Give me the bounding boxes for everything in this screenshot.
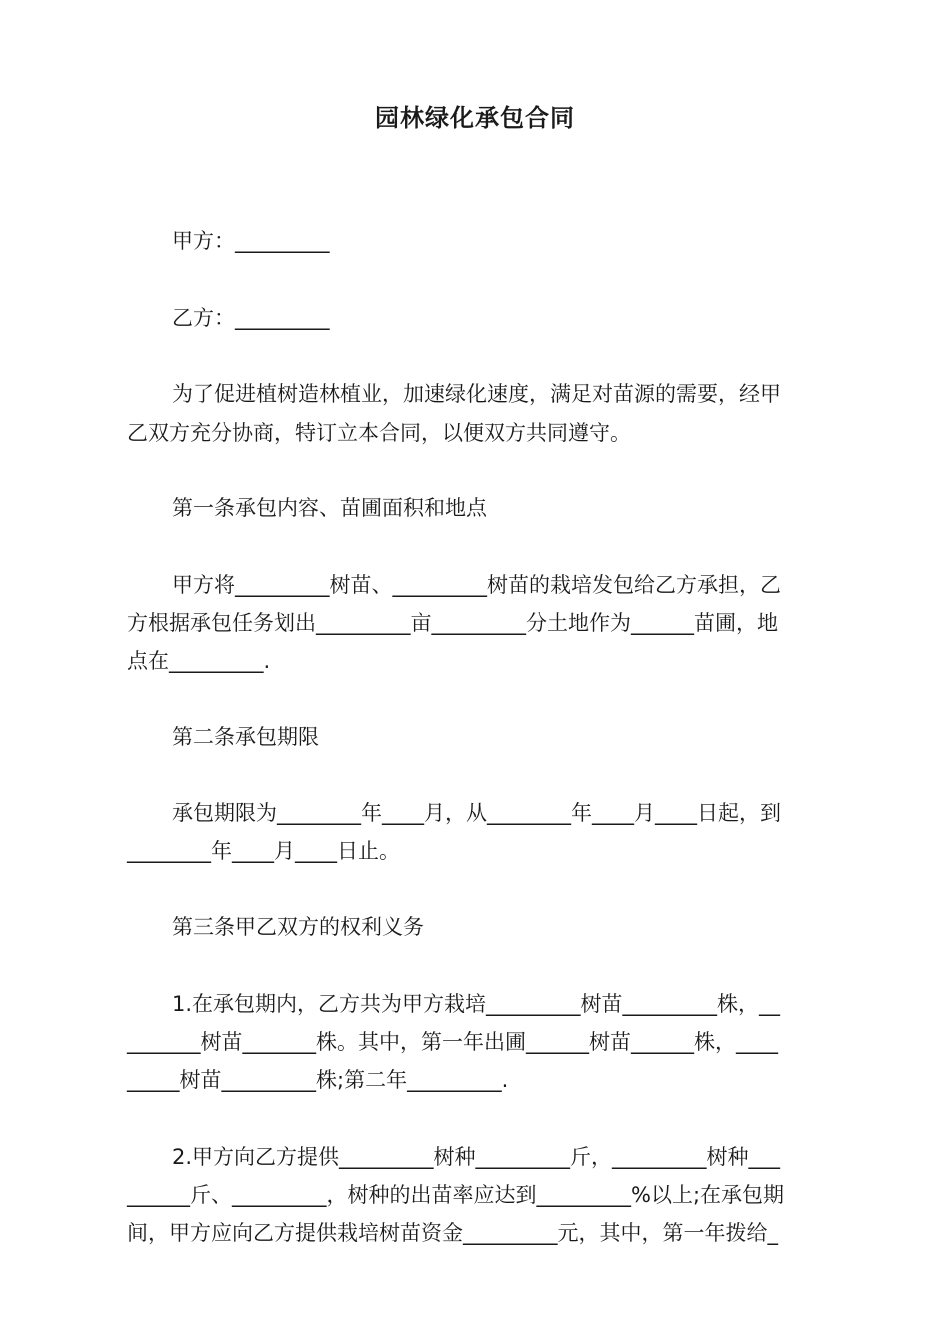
document-title: 园林绿化承包合同 bbox=[375, 104, 575, 132]
article3-item1-line-2: _______树苗_______株。其中，第一年出圃______树苗______株，____ bbox=[127, 1030, 778, 1054]
party-b-line: 乙方：_________ bbox=[172, 306, 330, 330]
article3-item2-line-1: 2.甲方向乙方提供_________树种_________斤，_________树种___ bbox=[172, 1145, 781, 1169]
intro-line-1: 为了促进植树造林植业，加速绿化速度，满足对苗源的需要，经甲 bbox=[172, 382, 781, 406]
article3-heading: 第三条甲乙双方的权利义务 bbox=[172, 915, 424, 939]
article1-heading: 第一条承包内容、苗圃面积和地点 bbox=[172, 496, 487, 520]
party-a-line: 甲方：_________ bbox=[172, 229, 330, 253]
article3-item1-line-3: _____树苗_________株;第二年_________. bbox=[127, 1068, 509, 1092]
article2-line-1: 承包期限为________年____月，从________年____月____日起，到 bbox=[172, 801, 781, 825]
article3-item2-line-2: ______斤、_________，树种的出苗率应达到_________%以上;在承包期 bbox=[127, 1183, 785, 1207]
intro-line-2: 乙双方充分协商，特订立本合同，以便双方共同遵守。 bbox=[127, 421, 631, 445]
article1-line-3: 点在_________. bbox=[127, 649, 271, 673]
article2-heading: 第二条承包期限 bbox=[172, 725, 319, 749]
article3-item1-line-1: 1.在承包期内，乙方共为甲方栽培_________树苗_________株，__ bbox=[172, 992, 781, 1016]
article1-line-1: 甲方将_________树苗、_________树苗的栽培发包给乙方承担，乙 bbox=[172, 573, 781, 597]
article2-line-2: ________年____月____日止。 bbox=[127, 839, 400, 863]
article1-line-2: 方根据承包任务划出_________亩_________分土地作为______苗圃，地 bbox=[127, 611, 778, 635]
article3-item2-line-3: 间，甲方应向乙方提供栽培树苗资金_________元，其中，第一年拨给_ bbox=[127, 1221, 778, 1245]
